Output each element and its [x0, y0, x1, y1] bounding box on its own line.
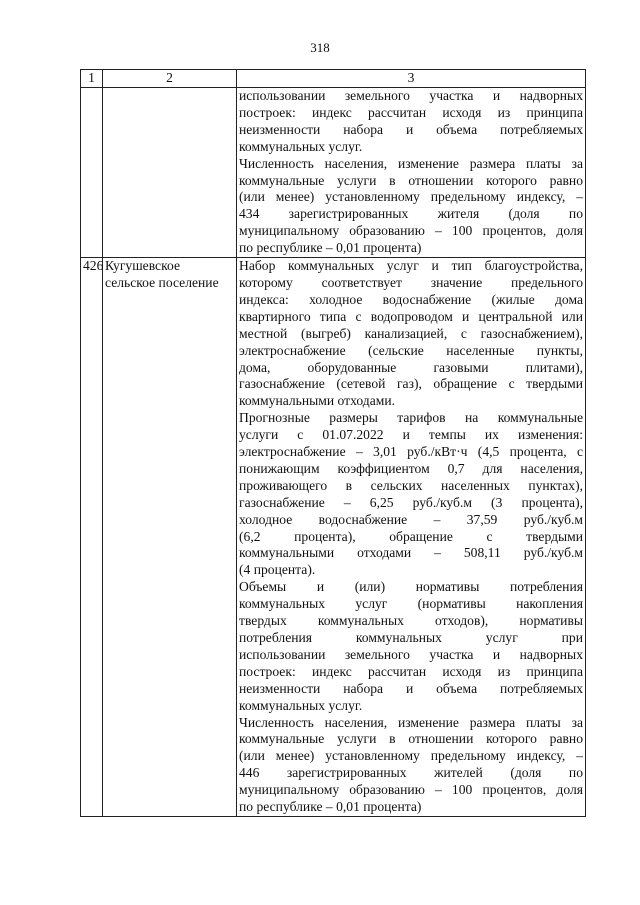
- description-line: коммунальных услуг.: [239, 697, 363, 713]
- description-line: местной (выгреб) канализацией, с газоснабжением),: [239, 325, 583, 341]
- description-line: коммунальных услуг.: [239, 138, 363, 154]
- description-line: проживающего в сельских населенных пунктах),: [239, 477, 583, 493]
- description-line: дома, оборудованные газовыми плитами),: [239, 359, 583, 375]
- description-line: неизменности набора и объема потребляемых: [239, 680, 583, 696]
- description-line: услуги с 01.07.2022 и темпы их изменения:: [239, 427, 583, 443]
- description-line: по республике – 0,01 процента): [239, 240, 422, 256]
- description-cell: [237, 88, 586, 258]
- description-line: построек: индекс рассчитан исходя из принципа: [239, 663, 583, 679]
- description-line: Численность населения, изменение размера платы за: [239, 155, 583, 171]
- header-cell-1: 1: [81, 70, 103, 88]
- description-line: построек: индекс рассчитан исходя из принципа: [239, 104, 583, 120]
- municipality-name-cell: [103, 258, 237, 817]
- municipality-name-line: сельское поселение: [105, 274, 219, 290]
- description-line: Объемы и (или) нормативы потребления: [239, 579, 583, 595]
- description-line: электроснабжение (сельские населенные пункты,: [239, 342, 583, 358]
- description-line: газоснабжение (сетевой газ), обращение с твердыми: [239, 376, 583, 392]
- description-line: Численность населения, изменение размера платы за: [239, 714, 583, 730]
- description-line: (или менее) установленному предельному индексу, –: [239, 748, 583, 764]
- description-line: потребления коммунальных услуг при: [239, 630, 583, 645]
- header-cell-3: 3: [237, 70, 586, 88]
- description-line: муниципальному образованию – 100 процентов, доля: [239, 782, 583, 798]
- description-line: неизменности набора и объема потребляемых: [239, 121, 583, 137]
- description-line: 446 зарегистрированных жителей (доля по: [239, 765, 583, 781]
- description-line: коммунальными отходами – 508,11 руб./куб.м: [239, 545, 583, 561]
- document-table: [80, 69, 586, 817]
- description-line: использовании земельного участка и надворных: [239, 646, 583, 662]
- description-line: муниципальному образованию – 100 процентов, доля: [239, 223, 583, 239]
- municipality-name-cell: [103, 88, 237, 258]
- description-line: холодное водоснабжение – 37,59 руб./куб.м: [239, 511, 583, 527]
- description-line: 434 зарегистрированных жителя (доля по: [239, 206, 583, 222]
- description-line: (6,2 процента), обращение с твердыми: [239, 528, 583, 544]
- description-line: коммунальные услуги в отношении которого равно: [239, 172, 583, 188]
- description-line: индекса: холодное водоснабжение (жилые дома: [239, 291, 583, 307]
- description-cell: [237, 258, 586, 817]
- description-line: коммунальными отходами.: [239, 393, 396, 409]
- municipality-name-line: Кугушевское: [105, 258, 180, 274]
- description-line: газоснабжение – 6,25 руб./куб.м (3 процента),: [239, 494, 583, 510]
- table-row: [81, 88, 586, 258]
- description-line: (или менее) установленному предельному индексу, –: [239, 189, 583, 205]
- row-number-cell: 426: [81, 258, 103, 817]
- description-line: коммунальных услуг (нормативы накопления: [239, 596, 583, 612]
- description-line: которому соответствует значение предельного: [239, 274, 583, 290]
- page-number: 318: [310, 40, 330, 55]
- description-line: квартирного типа с водопроводом и центральной или: [239, 308, 583, 324]
- description-line: понижающим коэффициентом 0,7 для населения,: [239, 460, 583, 476]
- description-line: Прогнозные размеры тарифов на коммунальные: [239, 410, 583, 426]
- description-line: твердых коммунальных отходов), нормативы: [239, 613, 583, 629]
- table-header-row: [81, 70, 586, 88]
- description-line: коммунальные услуги в отношении которого равно: [239, 731, 583, 747]
- description-line: (4 процента).: [239, 562, 316, 578]
- description-line: по республике – 0,01 процента): [239, 799, 422, 815]
- description-line: использовании земельного участка и надворных: [239, 88, 583, 103]
- header-cell-2: 2: [103, 70, 237, 88]
- description-line: электроснабжение – 3,01 руб./кВт·ч (4,5 процента, с: [239, 444, 583, 460]
- row-number-cell: [81, 88, 103, 258]
- table-row: [81, 258, 586, 817]
- description-line: Набор коммунальных услуг и тип благоустройства,: [239, 258, 583, 274]
